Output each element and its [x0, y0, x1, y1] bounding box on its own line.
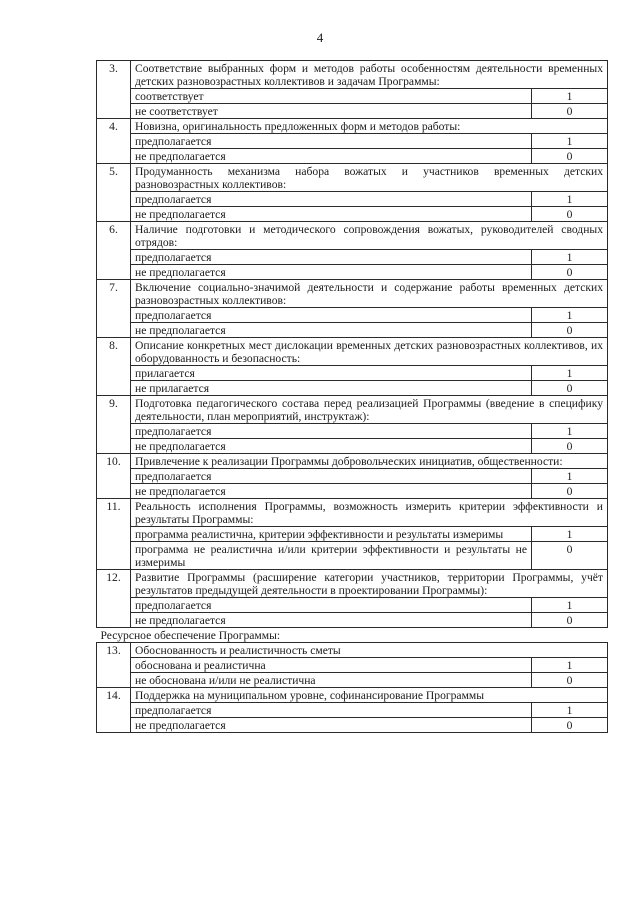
- option-row: [97, 104, 608, 119]
- option-row: [97, 265, 608, 280]
- criterion-title: Новизна, оригинальность предложенных форм и методов работы:: [131, 119, 608, 134]
- option-label: предполагается: [131, 598, 532, 613]
- section-heading: Ресурсное обеспечение Программы:: [97, 628, 608, 643]
- criterion-number: 4.: [97, 119, 131, 164]
- section-row: [97, 628, 608, 643]
- option-row: [97, 308, 608, 323]
- option-row: [97, 149, 608, 164]
- criterion-row: [97, 396, 608, 424]
- option-score: 1: [531, 598, 607, 613]
- criterion-row: [97, 61, 608, 89]
- option-row: [97, 439, 608, 454]
- option-row: [97, 718, 608, 733]
- option-row: [97, 484, 608, 499]
- option-row: [97, 703, 608, 718]
- option-row: [97, 89, 608, 104]
- option-row: [97, 192, 608, 207]
- option-score: 0: [531, 104, 607, 119]
- criterion-number: 7.: [97, 280, 131, 338]
- criterion-number: 5.: [97, 164, 131, 222]
- criterion-row: [97, 454, 608, 469]
- option-score: 0: [531, 484, 607, 499]
- option-label: не предполагается: [131, 265, 532, 280]
- criterion-title: Описание конкретных мест дислокации временных детских разновозрастных коллективов, их оборудованность и безопасность:: [131, 338, 608, 366]
- option-label: соответствует: [131, 89, 532, 104]
- criterion-title: Подготовка педагогического состава перед реализацией Программы (введение в специфику деятельности, план мероприятий, инструктаж):: [131, 396, 608, 424]
- criterion-title: Поддержка на муниципальном уровне, софинансирование Программы: [131, 688, 608, 703]
- criterion-title: Включение социально-значимой деятельности и содержание работы временных детских разновозрастных коллективов:: [131, 280, 608, 308]
- criterion-row: [97, 338, 608, 366]
- option-label: программа реалистична, критерии эффективности и результаты измеримы: [131, 527, 532, 542]
- option-label: обоснована и реалистична: [131, 658, 532, 673]
- criterion-row: [97, 222, 608, 250]
- criterion-number: 3.: [97, 61, 131, 119]
- criterion-row: [97, 570, 608, 598]
- option-label: прилагается: [131, 366, 532, 381]
- option-label: не предполагается: [131, 718, 532, 733]
- criterion-title: Наличие подготовки и методического сопровождения вожатых, руководителей сводных отрядов:: [131, 222, 608, 250]
- criterion-number: 14.: [97, 688, 131, 733]
- option-row: [97, 673, 608, 688]
- option-row: [97, 598, 608, 613]
- criterion-number: 11.: [97, 499, 131, 570]
- option-label: не предполагается: [131, 323, 532, 338]
- page-number: 4: [316, 30, 324, 45]
- criterion-number: 10.: [97, 454, 131, 499]
- criterion-title: Продуманность механизма набора вожатых и участников временных детских разновозрастных коллективов:: [131, 164, 608, 192]
- option-score: 1: [531, 308, 607, 323]
- option-row: [97, 542, 608, 570]
- option-score: 0: [531, 542, 607, 570]
- option-label: не предполагается: [131, 149, 532, 164]
- option-score: 0: [531, 673, 607, 688]
- option-score: 1: [531, 703, 607, 718]
- option-row: [97, 613, 608, 628]
- option-label: предполагается: [131, 192, 532, 207]
- option-row: [97, 207, 608, 222]
- option-row: [97, 658, 608, 673]
- option-score: 1: [531, 424, 607, 439]
- option-label: не соответствует: [131, 104, 532, 119]
- criterion-number: 8.: [97, 338, 131, 396]
- option-score: 1: [531, 89, 607, 104]
- criterion-title: Соответствие выбранных форм и методов работы особенностям деятельности временных детских разновозрастных коллективов и задачам Программы:: [131, 61, 608, 89]
- option-label: не предполагается: [131, 613, 532, 628]
- criterion-title: Привлечение к реализации Программы добровольческих инициатив, общественности:: [131, 454, 608, 469]
- option-label: предполагается: [131, 308, 532, 323]
- option-score: 1: [531, 527, 607, 542]
- option-row: [97, 469, 608, 484]
- criterion-title: Обоснованность и реалистичность сметы: [131, 643, 608, 658]
- criterion-number: 9.: [97, 396, 131, 454]
- criterion-title: Развитие Программы (расширение категории участников, территории Программы, учёт результатов предыдущей деятельности в проектировании Программы):: [131, 570, 608, 598]
- option-score: 0: [531, 265, 607, 280]
- option-row: [97, 250, 608, 265]
- option-score: 0: [531, 718, 607, 733]
- option-score: 1: [531, 366, 607, 381]
- criterion-row: [97, 280, 608, 308]
- criterion-row: [97, 643, 608, 658]
- option-label: предполагается: [131, 424, 532, 439]
- option-score: 0: [531, 613, 607, 628]
- option-score: 0: [531, 207, 607, 222]
- criteria-table: [96, 60, 608, 733]
- option-score: 0: [531, 149, 607, 164]
- option-row: [97, 424, 608, 439]
- option-score: 1: [531, 134, 607, 149]
- option-score: 1: [531, 658, 607, 673]
- criterion-row: [97, 499, 608, 527]
- option-row: [97, 323, 608, 338]
- option-score: 0: [531, 439, 607, 454]
- option-score: 0: [531, 323, 607, 338]
- criterion-row: [97, 164, 608, 192]
- option-label: не обоснована и/или не реалистична: [131, 673, 532, 688]
- option-score: 1: [531, 250, 607, 265]
- option-row: [97, 381, 608, 396]
- option-label: не предполагается: [131, 207, 532, 222]
- criterion-row: [97, 688, 608, 703]
- criterion-row: [97, 119, 608, 134]
- criterion-title: Реальность исполнения Программы, возможность измерить критерии эффективности и результаты Программы:: [131, 499, 608, 527]
- option-score: 0: [531, 381, 607, 396]
- criterion-number: 12.: [97, 570, 131, 628]
- option-label: не предполагается: [131, 439, 532, 454]
- option-label: программа не реалистична и/или критерии эффективности и результаты не измеримы: [131, 542, 532, 570]
- option-label: предполагается: [131, 469, 532, 484]
- option-row: [97, 366, 608, 381]
- option-label: предполагается: [131, 703, 532, 718]
- option-label: не прилагается: [131, 381, 532, 396]
- option-label: предполагается: [131, 250, 532, 265]
- option-row: [97, 527, 608, 542]
- option-score: 1: [531, 469, 607, 484]
- criterion-number: 13.: [97, 643, 131, 688]
- criterion-number: 6.: [97, 222, 131, 280]
- option-label: не предполагается: [131, 484, 532, 499]
- option-score: 1: [531, 192, 607, 207]
- option-label: предполагается: [131, 134, 532, 149]
- option-row: [97, 134, 608, 149]
